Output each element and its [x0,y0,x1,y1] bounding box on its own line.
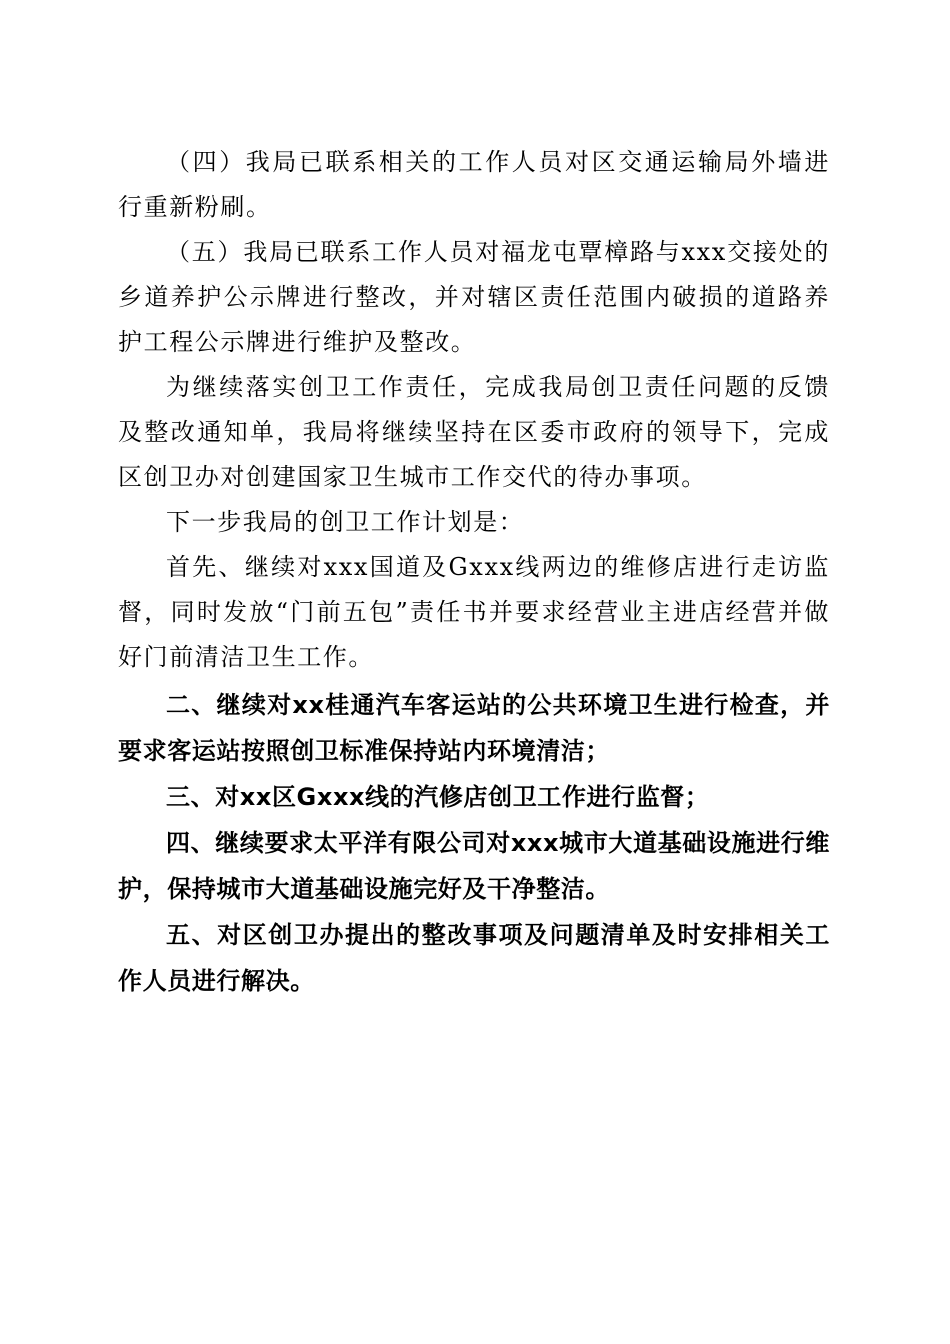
paragraph-next-step-heading: 下一步我局的创卫工作计划是： [166,508,525,536]
paragraph-item-four: （四）我局已联系相关的工作人员对区交通运输局外墙进行重新粉刷。 [118,148,830,221]
paragraph-item-five: （五）我局已联系工作人员对福龙屯覃樟路与xxx交接处的乡道养护公示牌进行整改，并对辖区责任范围内破损的道路养护工程公示牌进行维护及整改。 [118,238,830,356]
paragraph-plan-second: 二、继续对xx桂通汽车客运站的公共环境卫生进行检查，并要求客运站按照创卫标准保持站内环境清洁； [118,691,830,765]
paragraph-responsibility: 为继续落实创卫工作责任，完成我局创卫责任问题的反馈及整改通知单，我局将继续坚持在区委市政府的领导下，完成区创卫办对创建国家卫生城市工作交代的待办事项。 [118,373,830,491]
paragraph-plan-third: 三、对xx区Gxxx线的汽修店创卫工作进行监督； [166,783,710,811]
paragraph-plan-first: 首先、继续对xxx国道及Gxxx线两边的维修店进行走访监督，同时发放“门前五包”责任书并要求经营业主进店经营并做好门前清洁卫生工作。 [118,553,830,671]
paragraph-plan-fourth: 四、继续要求太平洋有限公司对xxx城市大道基础设施进行维护，保持城市大道基础设施完好及干净整洁。 [118,829,830,903]
document-body [118,140,830,1004]
paragraph-plan-fifth: 五、对区创卫办提出的整改事项及问题清单及时安排相关工作人员进行解决。 [118,921,830,995]
